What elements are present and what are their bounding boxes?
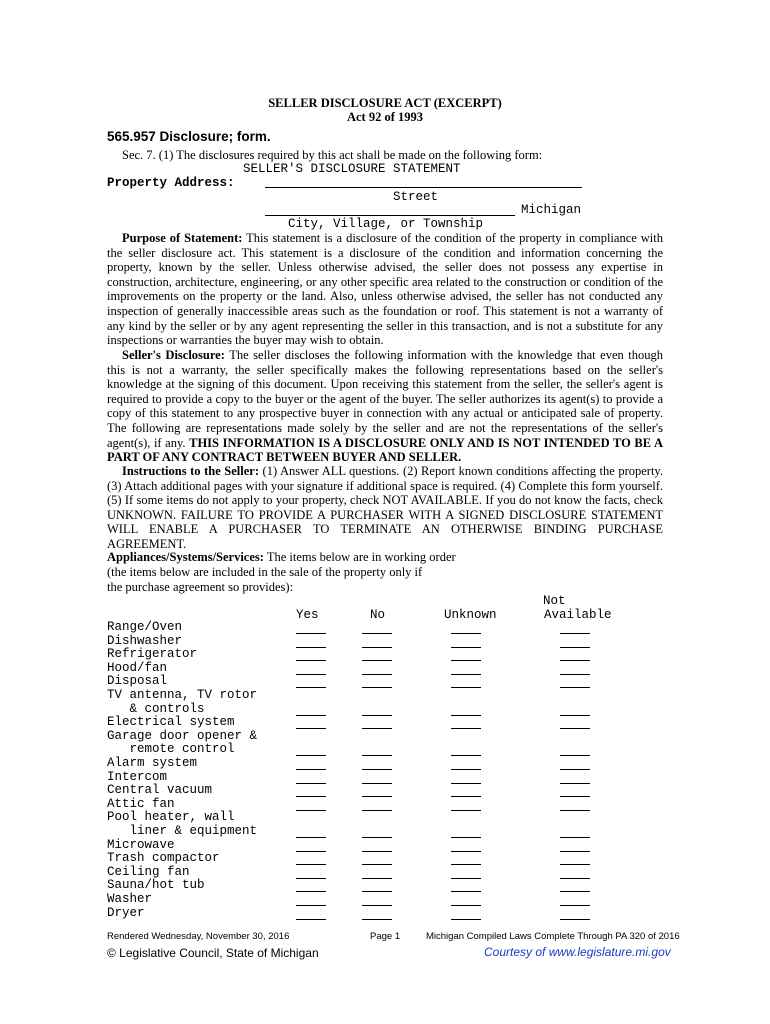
checkbox-blank-unknown[interactable]: [451, 687, 481, 688]
disclosure-paragraph: [107, 348, 663, 465]
checkbox-blank-no[interactable]: [362, 810, 392, 811]
checkbox-blank-unknown[interactable]: [451, 674, 481, 675]
checkbox-blank-no[interactable]: [362, 715, 392, 716]
checkbox-blank-no[interactable]: [362, 837, 392, 838]
checkbox-blank-not-available[interactable]: [560, 891, 590, 892]
appliance-label: Electrical system: [107, 715, 235, 730]
checkbox-blank-not-available[interactable]: [560, 796, 590, 797]
checkbox-blank-not-available[interactable]: [560, 660, 590, 661]
appliance-label: Refrigerator: [107, 647, 198, 662]
checkbox-blank-not-available[interactable]: [560, 810, 590, 811]
checkbox-blank-yes[interactable]: [296, 660, 326, 661]
checkbox-blank-not-available[interactable]: [560, 851, 590, 852]
checkbox-blank-no[interactable]: [362, 674, 392, 675]
checkbox-blank-unknown[interactable]: [451, 891, 481, 892]
footer-courtesy-link[interactable]: Courtesy of www.legislature.mi.gov: [484, 945, 671, 959]
checkbox-blank-no[interactable]: [362, 660, 392, 661]
appliance-label: Intercom: [107, 769, 168, 784]
checkbox-blank-yes[interactable]: [296, 728, 326, 729]
appliance-label: Attic fan: [107, 796, 175, 811]
purpose-text: This statement is a disclosure of the condition of the property in compliance with the seller disclosure act. This statement is a disclosure of the condition and information concerning the property, known by the seller. Unless otherwise advised, the seller does not possess any expertise in construction, architecture, engineering, or any other specific area related to the construction or condition of the improvements on the property or the land. Also, unless otherwise advised, the seller has not conducted any inspection of generally inaccessible areas such as the foundation or roof. This statement is not a warranty of any kind by the seller or by any agent representing the seller in this transaction, and is not a substitute for any inspections or warranties the buyer may wish to obtain.: [107, 231, 663, 348]
checkbox-blank-not-available[interactable]: [560, 769, 590, 770]
checkbox-blank-unknown[interactable]: [451, 905, 481, 906]
street-field-line[interactable]: [265, 187, 582, 188]
column-not: Not: [543, 594, 566, 608]
appliance-label: Hood/fan: [107, 660, 168, 675]
appliance-label: Washer: [107, 892, 153, 906]
checkbox-blank-unknown[interactable]: [451, 755, 481, 756]
checkbox-blank-yes[interactable]: [296, 810, 326, 811]
checkbox-blank-unknown[interactable]: [451, 660, 481, 661]
checkbox-blank-not-available[interactable]: [560, 728, 590, 729]
column-available: Available: [544, 608, 612, 622]
checkbox-blank-yes[interactable]: [296, 633, 326, 634]
city-field-line[interactable]: [265, 215, 515, 216]
checkbox-blank-no[interactable]: [362, 769, 392, 770]
street-caption: Street: [393, 190, 439, 204]
checkbox-blank-unknown[interactable]: [451, 810, 481, 811]
checkbox-blank-not-available[interactable]: [560, 837, 590, 838]
column-no: No: [370, 608, 386, 622]
checkbox-blank-unknown[interactable]: [451, 633, 481, 634]
appliances-line2: (the items below are included in the sale of the property only if: [107, 565, 423, 579]
footer-compiled-laws: Michigan Compiled Laws Complete Through PA 320 of 2016: [426, 931, 680, 942]
checkbox-blank-not-available[interactable]: [560, 715, 590, 716]
footer-rendered-date: Rendered Wednesday, November 30, 2016: [107, 931, 290, 942]
instructions-label: Instructions to the Seller:: [122, 464, 259, 478]
checkbox-blank-unknown[interactable]: [451, 728, 481, 729]
checkbox-blank-yes[interactable]: [296, 864, 326, 865]
checkbox-blank-yes[interactable]: [296, 715, 326, 716]
appliance-label: Alarm system: [107, 756, 198, 770]
checkbox-blank-unknown[interactable]: [451, 919, 481, 920]
checkbox-blank-no[interactable]: [362, 891, 392, 892]
checkbox-blank-not-available[interactable]: [560, 633, 590, 634]
checkbox-blank-not-available[interactable]: [560, 783, 590, 784]
checkbox-blank-not-available[interactable]: [560, 919, 590, 920]
appliance-label: Pool heater, wall liner & equipment: [107, 810, 258, 838]
column-unknown: Unknown: [444, 608, 497, 622]
disclosure-label: Seller's Disclosure:: [122, 348, 225, 362]
appliance-label: Dishwasher: [107, 633, 183, 648]
footer-copyright: © Legislative Council, State of Michigan: [107, 946, 319, 960]
city-caption: City, Village, or Township: [288, 217, 484, 231]
checkbox-blank-unknown[interactable]: [451, 783, 481, 784]
checkbox-blank-no[interactable]: [362, 728, 392, 729]
checkbox-blank-yes[interactable]: [296, 796, 326, 797]
purpose-paragraph: [107, 231, 663, 348]
checkbox-blank-no[interactable]: [362, 796, 392, 797]
checkbox-blank-no[interactable]: [362, 905, 392, 906]
checkbox-blank-yes[interactable]: [296, 919, 326, 920]
disclosure-text: The seller discloses the following information with the knowledge that even though this is not a warranty, the seller specifically makes the following representations based on the seller's knowledge at the signing of this document. Upon receiving this statement from the seller, the seller's agent is required to provide a copy to the buyer or the agent of the buyer. The seller authorizes its agent(s) to provide a copy of this statement to any prospective buyer in connection with any actual or anticipated sale of property. The following are representations made solely by the seller and are not the representations of the seller's agent(s), if any.: [107, 348, 663, 450]
checkbox-blank-yes[interactable]: [296, 674, 326, 675]
document-title: SELLER DISCLOSURE ACT (EXCERPT): [268, 96, 502, 110]
checkbox-blank-yes[interactable]: [296, 878, 326, 879]
instructions-paragraph: [107, 464, 663, 552]
checkbox-blank-unknown[interactable]: [451, 837, 481, 838]
appliance-label: Disposal: [107, 674, 168, 689]
checkbox-blank-not-available[interactable]: [560, 647, 590, 648]
checkbox-blank-unknown[interactable]: [451, 715, 481, 716]
checkbox-blank-yes[interactable]: [296, 851, 326, 852]
property-address-label: Property Address:: [107, 176, 235, 190]
checkbox-blank-no[interactable]: [362, 864, 392, 865]
appliance-label: Garage door opener & remote control: [107, 728, 258, 757]
appliance-label: Range/Oven: [107, 620, 183, 634]
appliance-label: Trash compactor: [107, 851, 220, 866]
checkbox-blank-unknown[interactable]: [451, 864, 481, 865]
column-yes: Yes: [296, 608, 319, 622]
section-intro: Sec. 7. (1) The disclosures required by this act shall be made on the following form:: [122, 148, 543, 162]
checkbox-blank-yes[interactable]: [296, 647, 326, 648]
instructions-text: (1) Answer ALL questions. (2) Report known conditions affecting the property. (3) Attach additional pages with your signature if additional space is required. (4) Complete this form yourself. (5) If some items do not apply to your property, check NOT AVAILABLE. If you do not know the facts, check UNKNOWN. FAILURE TO PROVIDE A PURCHASER WITH A SIGNED DISCLOSURE STATEMENT WILL ENABLE A PURCHASER TO TERMINATE AN OTHERWISE BINDING PURCHASE AGREEMENT.: [107, 464, 663, 551]
purpose-label: Purpose of Statement:: [122, 231, 243, 245]
checkbox-blank-no[interactable]: [362, 647, 392, 648]
appliances-line1: [107, 550, 456, 565]
appliance-label: Sauna/hot tub: [107, 878, 205, 893]
checkbox-blank-yes[interactable]: [296, 783, 326, 784]
checkbox-blank-no[interactable]: [362, 851, 392, 852]
checkbox-blank-no[interactable]: [362, 878, 392, 879]
checkbox-blank-yes[interactable]: [296, 687, 326, 688]
checkbox-blank-unknown[interactable]: [451, 647, 481, 648]
checkbox-blank-yes[interactable]: [296, 755, 326, 756]
checkbox-blank-no[interactable]: [362, 755, 392, 756]
checkbox-blank-unknown[interactable]: [451, 796, 481, 797]
checkbox-blank-unknown[interactable]: [451, 769, 481, 770]
checkbox-blank-not-available[interactable]: [560, 878, 590, 879]
checkbox-blank-not-available[interactable]: [560, 674, 590, 675]
checkbox-blank-yes[interactable]: [296, 891, 326, 892]
checkbox-blank-no[interactable]: [362, 783, 392, 784]
document-subtitle: Act 92 of 1993: [346, 110, 424, 124]
appliances-label: Appliances/Systems/Services:: [107, 550, 264, 564]
appliance-label: Dryer: [107, 905, 145, 920]
checkbox-blank-no[interactable]: [362, 919, 392, 920]
disclosure-caps: THIS INFORMATION IS A DISCLOSURE ONLY AND IS NOT INTENDED TO BE A PART OF ANY CONTRACT BETWEEN BUYER AND SELLER.: [107, 435, 663, 465]
checkbox-blank-not-available[interactable]: [560, 687, 590, 688]
appliance-label: Ceiling fan: [107, 864, 190, 879]
appliances-line3: the purchase agreement so provides):: [107, 580, 294, 594]
checkbox-blank-yes[interactable]: [296, 837, 326, 838]
appliance-label: Microwave: [107, 837, 175, 852]
checkbox-blank-not-available[interactable]: [560, 864, 590, 865]
appliances-text: The items below are in working order: [263, 550, 456, 564]
appliance-label: TV antenna, TV rotor & controls: [107, 688, 258, 716]
section-heading: 565.957 Disclosure; form.: [107, 129, 271, 144]
checkbox-blank-no[interactable]: [362, 633, 392, 634]
checkbox-blank-unknown[interactable]: [451, 851, 481, 852]
state-label: Michigan: [521, 203, 582, 217]
statement-title: SELLER'S DISCLOSURE STATEMENT: [243, 162, 461, 176]
checkbox-blank-yes[interactable]: [296, 769, 326, 770]
checkbox-blank-not-available[interactable]: [560, 905, 590, 906]
checkbox-blank-no[interactable]: [362, 687, 392, 688]
appliance-label: Central vacuum: [107, 783, 213, 798]
footer-page-number: Page 1: [370, 931, 401, 942]
checkbox-blank-yes[interactable]: [296, 905, 326, 906]
checkbox-blank-unknown[interactable]: [451, 878, 481, 879]
checkbox-blank-not-available[interactable]: [560, 755, 590, 756]
